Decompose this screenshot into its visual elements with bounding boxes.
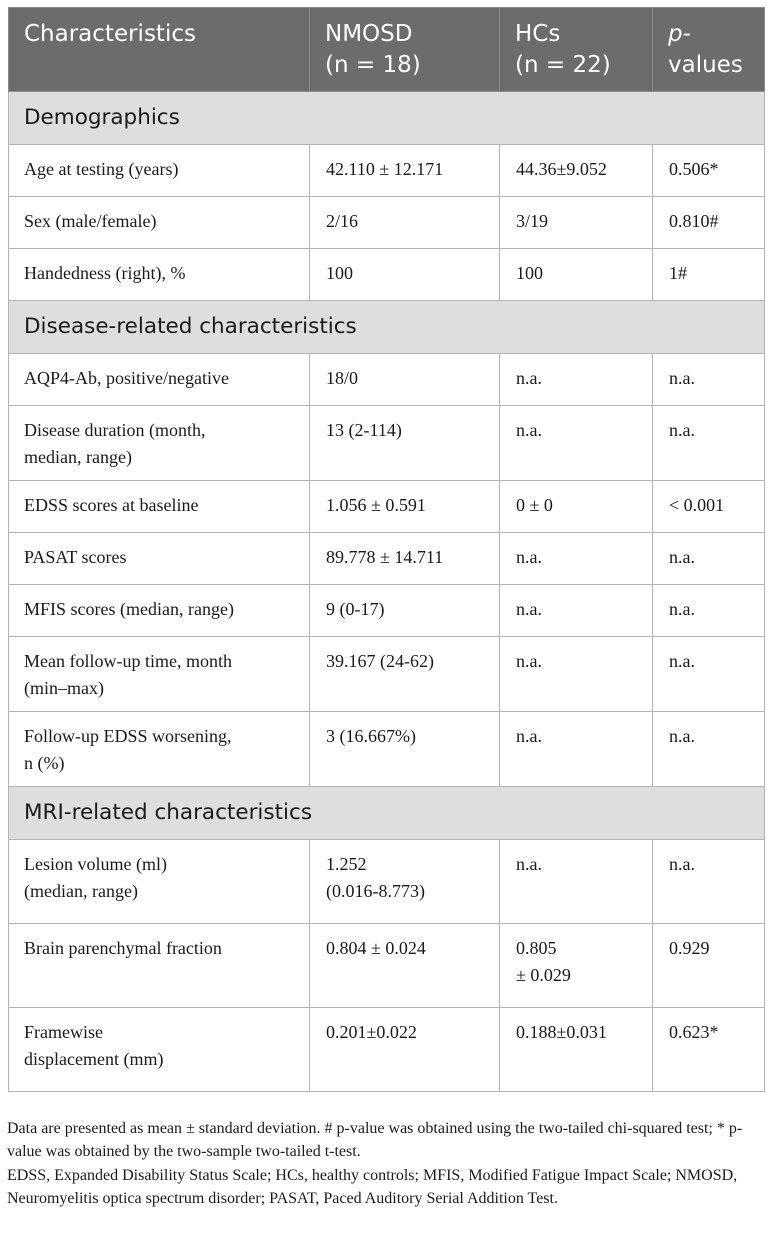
- section-title: MRI-related characteristics: [9, 787, 765, 840]
- row-label: Framewise displacement (mm): [9, 1008, 310, 1092]
- table-row: [9, 1008, 765, 1092]
- characteristics-table: [8, 7, 765, 1092]
- table-row: [9, 840, 765, 924]
- hcs-value: n.a.: [500, 840, 653, 924]
- nmosd-value: 13 (2-114): [310, 406, 500, 481]
- nmosd-value: 0.201±0.022: [310, 1008, 500, 1092]
- nmosd-value: 39.167 (24-62): [310, 637, 500, 712]
- row-label: Handedness (right), %: [9, 249, 310, 301]
- nmosd-value: 18/0: [310, 354, 500, 406]
- hcs-value: 0.805 ± 0.029: [500, 924, 653, 1008]
- p-value: 1#: [653, 249, 765, 301]
- row-label: AQP4-Ab, positive/negative: [9, 354, 310, 406]
- row-label: MFIS scores (median, range): [9, 585, 310, 637]
- header-p-values: p- values: [653, 8, 765, 92]
- hcs-value: n.a.: [500, 637, 653, 712]
- section-title: Disease-related characteristics: [9, 301, 765, 354]
- nmosd-value: 1.056 ± 0.591: [310, 481, 500, 533]
- table-header: [9, 8, 765, 92]
- table-container: [8, 7, 764, 1092]
- table-body: [9, 92, 765, 1092]
- p-value: n.a.: [653, 406, 765, 481]
- row-label: Sex (male/female): [9, 197, 310, 249]
- table-row: [9, 533, 765, 585]
- table-row: [9, 637, 765, 712]
- hcs-value: 44.36±9.052: [500, 145, 653, 197]
- p-value: 0.810#: [653, 197, 765, 249]
- header-hcs: HCs (n = 22): [500, 8, 653, 92]
- p-value: n.a.: [653, 637, 765, 712]
- hcs-value: n.a.: [500, 406, 653, 481]
- table-row: [9, 406, 765, 481]
- row-label: EDSS scores at baseline: [9, 481, 310, 533]
- row-label: PASAT scores: [9, 533, 310, 585]
- hcs-value: n.a.: [500, 533, 653, 585]
- p-value: n.a.: [653, 533, 765, 585]
- nmosd-value: 100: [310, 249, 500, 301]
- header-nmosd: NMOSD (n = 18): [310, 8, 500, 92]
- nmosd-value: 2/16: [310, 197, 500, 249]
- hcs-value: 0.188±0.031: [500, 1008, 653, 1092]
- hcs-value: n.a.: [500, 585, 653, 637]
- table-row: [9, 145, 765, 197]
- p-value: n.a.: [653, 585, 765, 637]
- p-value: 0.506*: [653, 145, 765, 197]
- hcs-value: 100: [500, 249, 653, 301]
- section-header: [9, 92, 765, 145]
- nmosd-value: 9 (0-17): [310, 585, 500, 637]
- p-value: 0.623*: [653, 1008, 765, 1092]
- table-row: [9, 585, 765, 637]
- nmosd-value: 0.804 ± 0.024: [310, 924, 500, 1008]
- row-label: Age at testing (years): [9, 145, 310, 197]
- table-row: [9, 249, 765, 301]
- p-value: n.a.: [653, 840, 765, 924]
- nmosd-value: 42.110 ± 12.171: [310, 145, 500, 197]
- hcs-value: n.a.: [500, 712, 653, 787]
- table-row: [9, 481, 765, 533]
- hcs-value: n.a.: [500, 354, 653, 406]
- footnote-stats: Data are presented as mean ± standard deviation. # p-value was obtained using the two-tailed chi-squared test; * p-value was obtained by the two-sample two-tailed t-test.: [7, 1120, 743, 1160]
- row-label: Mean follow-up time, month (min–max): [9, 637, 310, 712]
- nmosd-value: 1.252 (0.016-8.773): [310, 840, 500, 924]
- hcs-value: 0 ± 0: [500, 481, 653, 533]
- p-value: < 0.001: [653, 481, 765, 533]
- table-row: [9, 924, 765, 1008]
- p-value: n.a.: [653, 354, 765, 406]
- footnote-abbreviations: EDSS, Expanded Disability Status Scale; HCs, healthy controls; MFIS, Modified Fatigue Impact Scale; NMOSD, Neuromyelitis optica spectrum disorder; PASAT, Paced Auditory Serial Addition Test.: [7, 1167, 738, 1207]
- row-label: Lesion volume (ml) (median, range): [9, 840, 310, 924]
- p-value: 0.929: [653, 924, 765, 1008]
- section-title: Demographics: [9, 92, 765, 145]
- header-characteristics: Characteristics: [9, 8, 310, 92]
- table-footnotes: [7, 1117, 765, 1210]
- p-value: n.a.: [653, 712, 765, 787]
- section-header: [9, 787, 765, 840]
- hcs-value: 3/19: [500, 197, 653, 249]
- row-label: Follow-up EDSS worsening, n (%): [9, 712, 310, 787]
- row-label: Disease duration (month, median, range): [9, 406, 310, 481]
- table-row: [9, 354, 765, 406]
- table-row: [9, 197, 765, 249]
- nmosd-value: 3 (16.667%): [310, 712, 500, 787]
- table-row: [9, 712, 765, 787]
- nmosd-value: 89.778 ± 14.711: [310, 533, 500, 585]
- row-label: Brain parenchymal fraction: [9, 924, 310, 1008]
- section-header: [9, 301, 765, 354]
